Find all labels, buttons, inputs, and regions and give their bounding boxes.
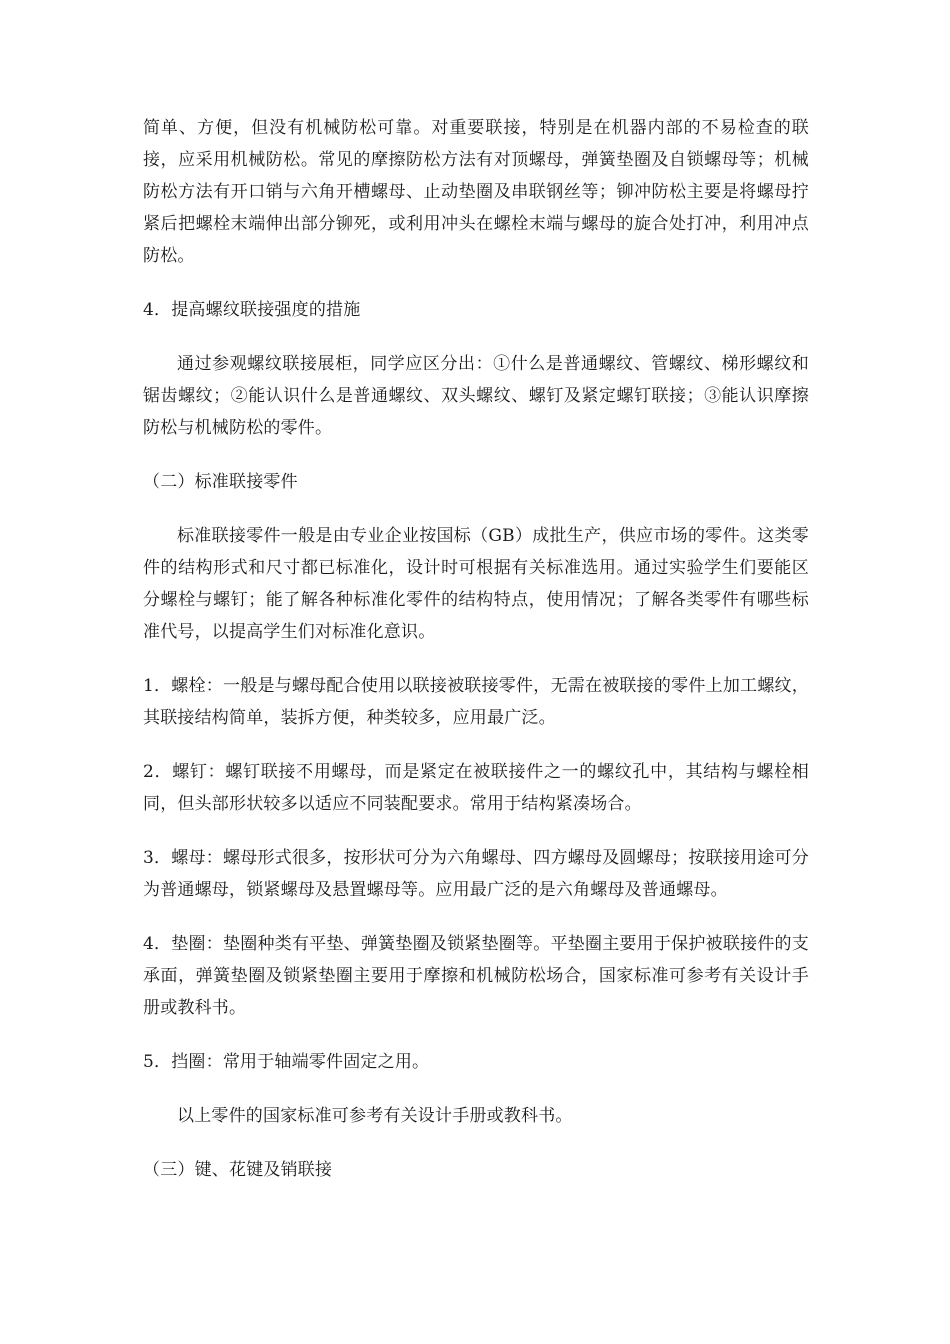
paragraph-gap <box>143 648 809 670</box>
paragraph-gap <box>143 906 809 928</box>
paragraph-bolt: 1．螺栓：一般是与螺母配合使用以联接被联接零件，无需在被联接的零件上加工螺纹，其联接结构简单，装拆方便，种类较多，应用最广泛。 <box>143 676 809 728</box>
paragraph-standards-reference: 以上零件的国家标准可参考有关设计手册或教科书。 <box>177 1106 573 1126</box>
document-body <box>143 112 809 1186</box>
paragraph-thread-exhibit: 通过参观螺纹联接展柜，同学应区分出：①什么是普通螺纹、管螺纹、梯形螺纹和锯齿螺纹；②能认识什么是普通螺纹、双头螺纹、螺钉及紧定螺钉联接；③能认识摩擦防松与机械防松的零件。 <box>143 354 809 438</box>
paragraph-gap <box>143 444 809 466</box>
paragraph-standard-parts-intro: 标准联接零件一般是由专业企业按国标（GB）成批生产，供应市场的零件。这类零件的结构形式和尺寸都已标准化，设计时可根据有关标准选用。通过实验学生们要能区分螺栓与螺钉；能了解各种标准化零件的结构特点，使用情况；了解各类零件有哪些标准代号，以提高学生们对标准化意识。 <box>143 526 809 642</box>
paragraph-screw: 2．螺钉：螺钉联接不用螺母，而是紧定在被联接件之一的螺纹孔中，其结构与螺栓相同，但头部形状较多以适应不同装配要求。常用于结构紧凑场合。 <box>143 762 809 814</box>
heading-key-spline-pin: （三）键、花键及销联接 <box>143 1160 333 1180</box>
paragraph-nut: 3．螺母：螺母形式很多，按形状可分为六角螺母、四方螺母及圆螺母；按联接用途可分为普通螺母，锁紧螺母及悬置螺母等。应用最广泛的是六角螺母及普通螺母。 <box>143 848 809 900</box>
paragraph-gap <box>143 1078 809 1100</box>
paragraph-gap <box>143 498 809 520</box>
heading-thread-strength-measures: 4．提高螺纹联接强度的措施 <box>143 300 361 320</box>
paragraph-retaining-ring: 5．挡圈：常用于轴端零件固定之用。 <box>143 1052 430 1072</box>
paragraph-gap <box>143 272 809 294</box>
paragraph-washer: 4．垫圈：垫圈种类有平垫、弹簧垫圈及锁紧垫圈等。平垫圈主要用于保护被联接件的支承面，弹簧垫圈及锁紧垫圈主要用于摩擦和机械防松场合，国家标准可参考有关设计手册或教科书。 <box>143 934 809 1018</box>
paragraph-gap <box>143 1024 809 1046</box>
paragraph-anti-loosening-methods: 简单、方便，但没有机械防松可靠。对重要联接，特别是在机器内部的不易检查的联接，应采用机械防松。常见的摩擦防松方法有对顶螺母，弹簧垫圈及自锁螺母等；机械防松方法有开口销与六角开槽螺母、止动垫圈及串联钢丝等；铆冲防松主要是将螺母拧紧后把螺栓末端伸出部分铆死，或利用冲头在螺栓末端与螺母的旋合处打冲，利用冲点防松。 <box>143 118 809 266</box>
paragraph-gap <box>143 820 809 842</box>
paragraph-gap <box>143 734 809 756</box>
heading-standard-parts: （二）标准联接零件 <box>143 472 298 492</box>
paragraph-gap <box>143 326 809 348</box>
paragraph-gap <box>143 1132 809 1154</box>
